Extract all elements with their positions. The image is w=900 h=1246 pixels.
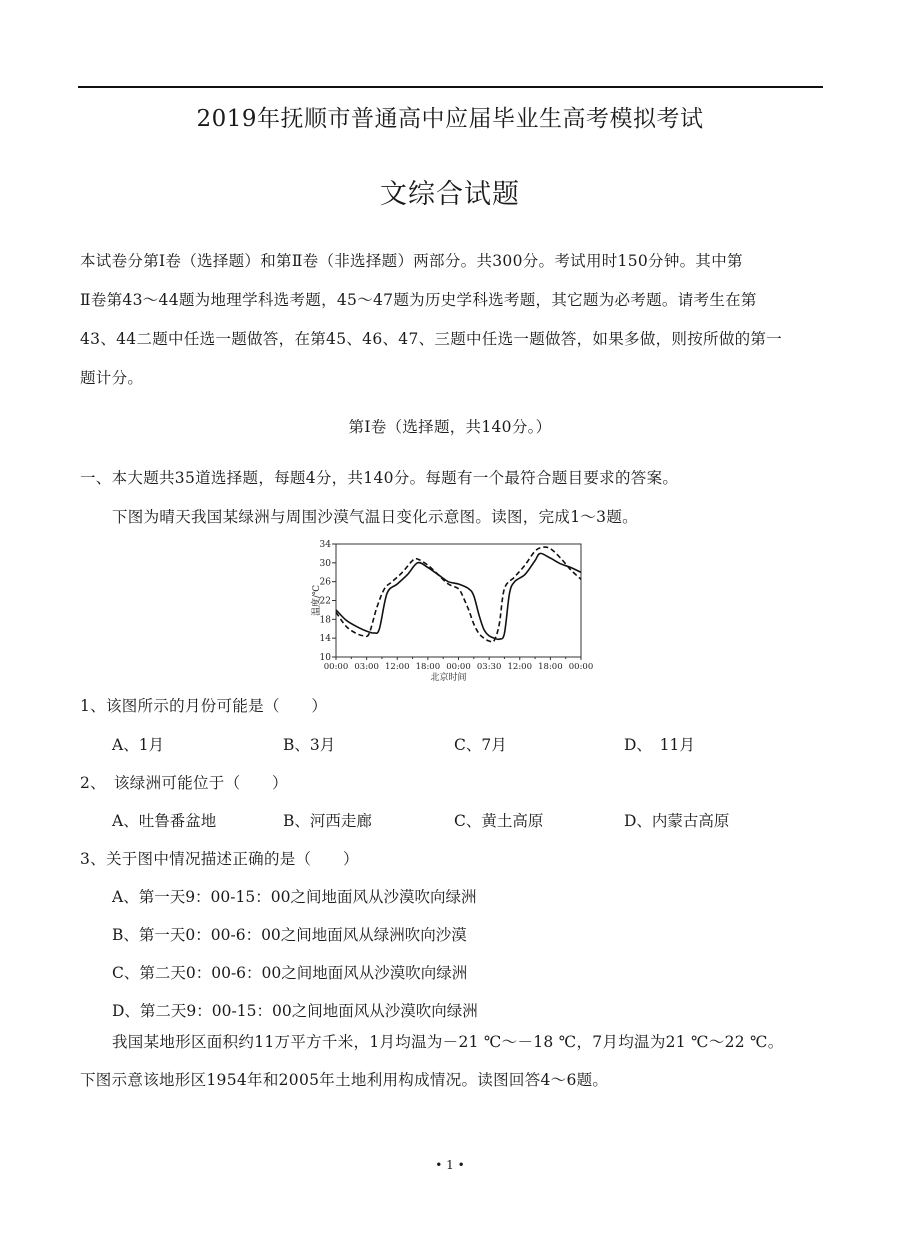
x-tick-label: 00:00	[568, 662, 594, 672]
option-a[interactable]: A、吐鲁番盆地	[112, 812, 217, 830]
chart-svg	[305, 535, 600, 685]
question-stem: 1、该图所示的月份可能是（ ）	[80, 697, 328, 715]
x-tick-label: 12:00	[507, 662, 532, 672]
option-a[interactable]: A、1月	[112, 736, 165, 754]
y-tick-label: 34	[319, 540, 331, 550]
series-line-solid	[336, 553, 581, 639]
y-tick-label: 18	[319, 615, 331, 626]
option-d[interactable]: D、 11月	[624, 736, 695, 754]
part-intro: 一、本大题共35道选择题，每题4分，共140分。每题有一个最符合题目要求的答案。	[80, 469, 679, 487]
instruction-line: 43、44二题中任选一题做答，在第45、46、47、三题中任选一题做答，如果多做，则按所做的第一	[80, 330, 783, 348]
figure-intro: 下图为晴天我国某绿洲与周围沙漠气温日变化示意图。读图，完成1～3题。	[112, 508, 638, 526]
instruction-line: Ⅱ卷第43～44题为地理学科选考题，45～47题为历史学科选考题，其它题为必考题。请考生在第	[80, 291, 757, 309]
x-axis-label: 北京时间	[430, 673, 467, 683]
passage-line: 下图示意该地形区1954年和2005年土地利用构成情况。读图回答4～6题。	[80, 1071, 609, 1089]
instruction-line: 本试卷分第Ⅰ卷（选择题）和第Ⅱ卷（非选择题）两部分。共300分。考试用时150分钟。其中第	[80, 252, 743, 270]
option-d[interactable]: D、第二天9：00-15：00之间地面风从沙漠吹向绿洲	[112, 1002, 478, 1020]
question-stem: 2、 该绿洲可能位于（ ）	[80, 774, 288, 792]
option-b[interactable]: B、河西走廊	[283, 812, 372, 830]
y-tick-label: 30	[319, 558, 331, 569]
exam-subtitle: 文综合试题	[380, 179, 520, 210]
option-c[interactable]: C、第二天0：00-6：00之间地面风从沙漠吹向绿洲	[112, 964, 468, 982]
passage-line: 我国某地形区面积约11万平方千米，1月均温为－21 ℃～－18 ℃，7月均温为21 ℃～22 ℃。	[112, 1033, 784, 1051]
y-tick-label: 14	[319, 634, 331, 645]
option-c[interactable]: C、黄土高原	[454, 812, 544, 830]
y-axis-label: 温度/℃	[312, 584, 322, 617]
y-tick-label: 22	[319, 596, 331, 607]
series-line-dashed	[336, 547, 581, 642]
x-tick-label: 12:00	[385, 662, 410, 672]
section-heading: 第Ⅰ卷（选择题，共140分。）	[348, 418, 552, 436]
x-tick-label: 03:30	[476, 662, 502, 672]
instruction-line: 题计分。	[80, 369, 144, 387]
option-a[interactable]: A、第一天9：00-15：00之间地面风从沙漠吹向绿洲	[112, 888, 477, 906]
option-b[interactable]: B、第一天0：00-6：00之间地面风从绿洲吹向沙漠	[112, 926, 467, 944]
page-number: • 1 •	[435, 1158, 465, 1172]
x-tick-label: 03:00	[354, 662, 379, 672]
option-c[interactable]: C、7月	[454, 736, 507, 754]
x-tick-label: 00:00	[323, 662, 349, 672]
temperature-chart	[305, 535, 600, 685]
option-b[interactable]: B、3月	[283, 736, 336, 754]
plot-frame	[336, 544, 581, 657]
question-stem: 3、关于图中情况描述正确的是（ ）	[80, 850, 359, 868]
top-rule	[78, 86, 823, 88]
x-tick-label: 18:00	[538, 662, 563, 672]
option-d[interactable]: D、内蒙古高原	[624, 812, 730, 830]
x-tick-label: 00:00	[446, 662, 471, 672]
x-tick-label: 18:00	[415, 662, 441, 672]
y-tick-label: 26	[319, 577, 331, 588]
exam-title: 2019年抚顺市普通高中应届毕业生高考模拟考试	[196, 106, 704, 132]
y-tick-label: 10	[319, 653, 331, 663]
